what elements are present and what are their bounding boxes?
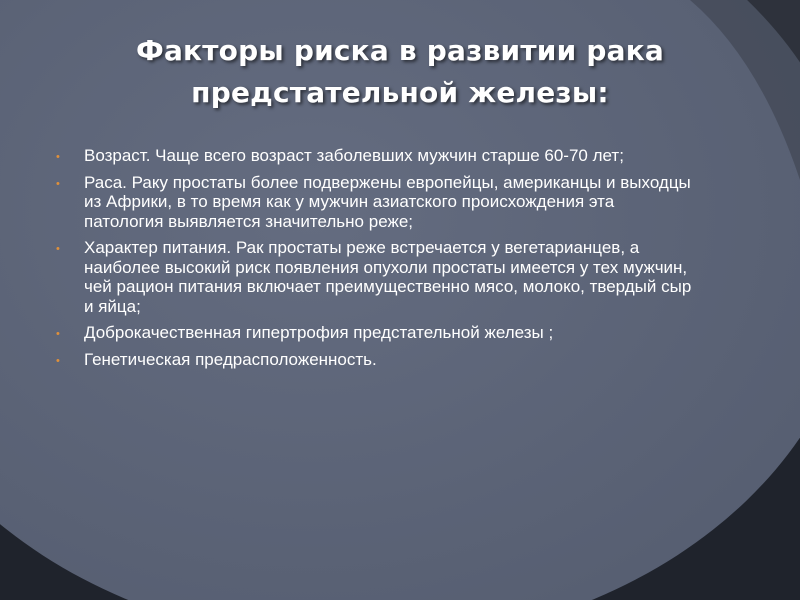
bullet-icon: • <box>56 177 60 190</box>
title-line-2: предстательной железы: <box>191 76 609 109</box>
bullet-text: Генетическая предрасположенность. <box>84 349 377 369</box>
bullet-icon: • <box>56 151 60 163</box>
bullet-icon: • <box>56 328 60 340</box>
bullet-icon: • <box>56 243 60 255</box>
list-item <box>56 323 696 343</box>
bullet-text: Возраст. Чаще всего возраст заболевших мужчин старше 60-70 лет; <box>84 146 624 165</box>
risk-factors-list <box>56 146 696 376</box>
title-line-1: Факторы риска в развитии рака <box>135 34 664 67</box>
list-item <box>56 146 696 166</box>
bullet-text: Характер питания. Рак простаты реже встречается у вегетарианцев, а наиболее высокий риск появления опухоли простаты имеется у тех мужчин, чей рацион питания включает преимущественно мясо, молоко, твердый сыр и яйца; <box>84 238 692 316</box>
list-item <box>56 173 696 232</box>
slide-title <box>40 30 760 114</box>
list-item <box>56 350 696 370</box>
bullet-text: Раса. Раку простаты более подвержены европейцы, американцы и выходцы из Африки, в то время как у мужчин азиатского происхождения эта патология выявляется значительно реже; <box>84 172 691 231</box>
list-item <box>56 238 696 316</box>
bullet-icon: • <box>56 354 60 367</box>
bullet-text: Доброкачественная гипертрофия предстательной железы ; <box>84 323 554 342</box>
